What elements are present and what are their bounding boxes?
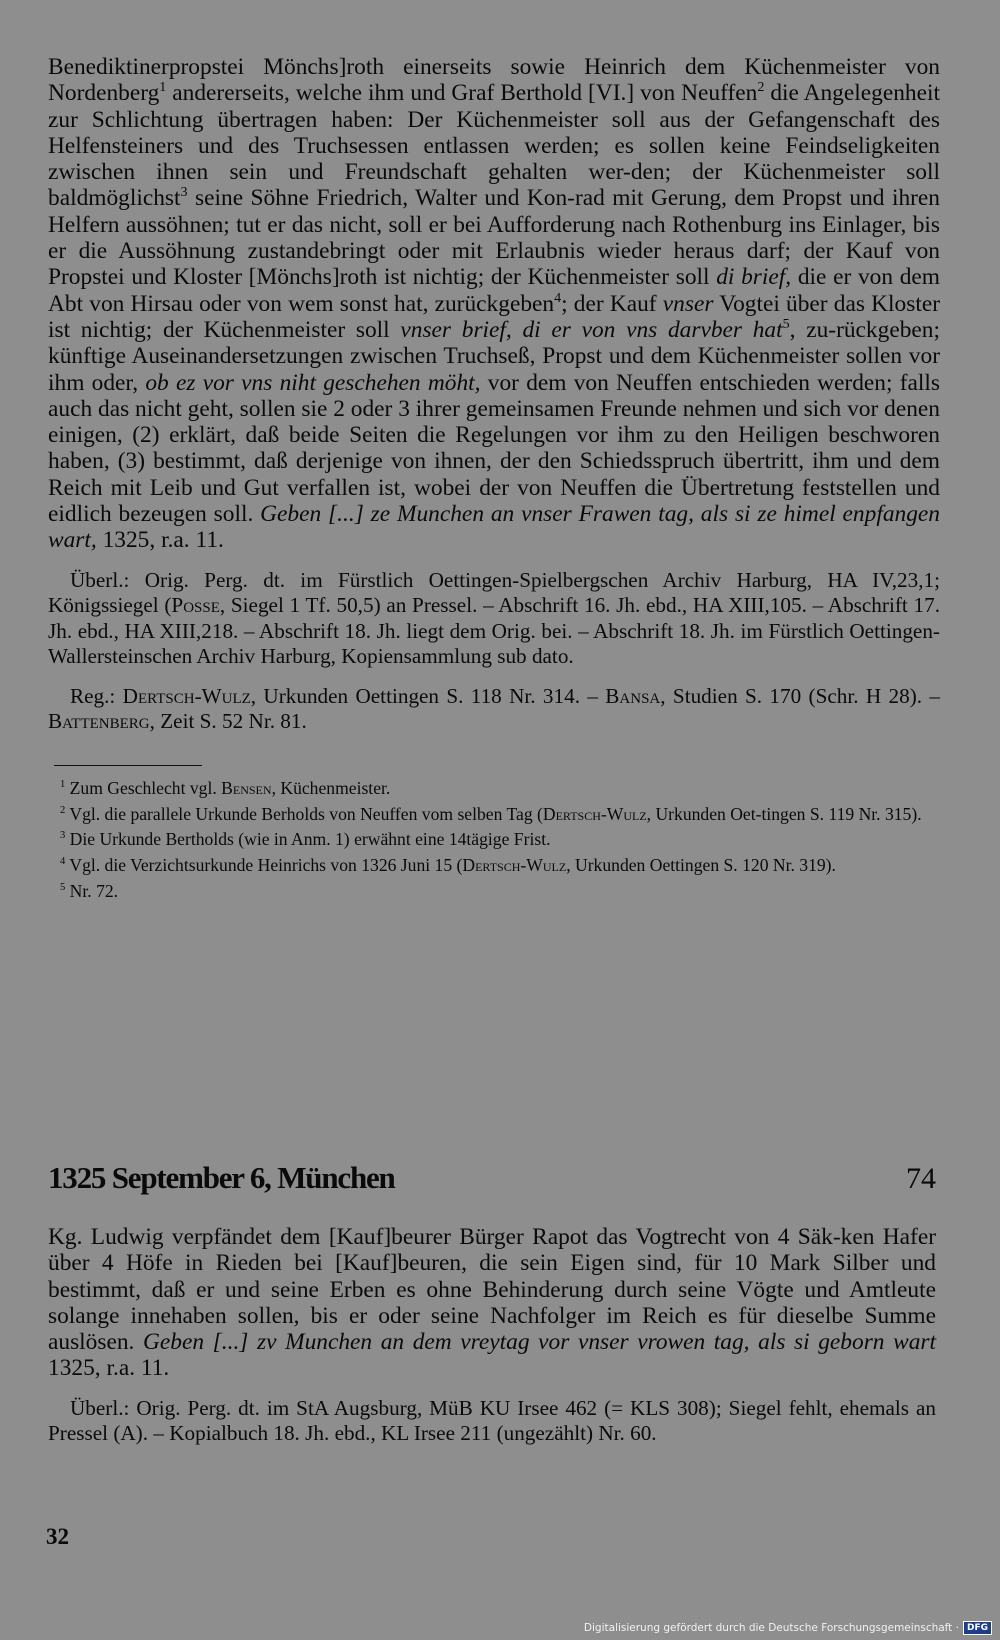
funding-text: Digitalisierung gefördert durch die Deutsche Forschungsgemeinschaft · [583,1622,959,1634]
regesten-segment: , Urkunden Oettingen S. 118 Nr. 314. – [250,683,606,708]
regest-segment: ; der Kauf [561,290,663,317]
quotation: ob ez vor vns niht geschehen möht, [145,369,481,396]
tradition-segment: Überl.: Orig. Perg. dt. im Fürstlich Oettingen-Spielbergschen Archiv Harburg, HA IV,23,1; Königssiegel ( [48,567,940,618]
funding-note [584,1621,992,1635]
footnote [48,853,940,879]
document-74-continued [48,54,940,905]
regest-segment: , zu-rückgeben; künftige Auseinandersetzungen zwischen Truchseß, Propst und dem Küchenmeister sollen vor ihm oder, [48,316,940,396]
regesten-segment: , Studien S. 170 (Schr. H 28). – [660,683,940,708]
regest-segment: Kg. Ludwig verpfändet dem [Kauf]beurer Bürger Rapot das Vogtrecht von 4 Säk-ken Hafer über 4 Höfe in Rieden bei [Kauf]beuren, die sein Eigen sind, für 10 Mark Silber und bestimmt, daß er und seine Erben es ohne Behinderung durch seine Vögte und Amtleute solange innehaben sollen, bis er oder seine Nachfolger im Reich es für dieselbe Summe auslösen. [48,1224,936,1356]
author-name: Posse [171,593,220,618]
quotation: vnser brief, di er von vns darvber hat [400,316,783,343]
footnote-number: 1 [60,778,66,790]
footnote [48,802,940,828]
regest-segment: 1325, r.a. 11. [48,1355,170,1382]
tradition-segment: , Siegel 1 Tf. 50,5) an Pressel. – Abschrift 16. Jh. ebd., HA XIII,105. – Abschrift 17. Jh. ebd., HA XIII,218. – Abschrift 18. Jh. liegt dem Orig. bei. – Abschrift 18. Jh. im Fürstlich Oettingen-Wallersteinschen Archiv Harburg, Kopiensammlung sub dato. [48,593,940,669]
footnote-text: Zum Geschlecht vgl. [65,777,222,798]
footnotes [48,776,940,906]
tradition-note [48,568,940,670]
footnote-text: , Küchenmeister. [271,777,391,798]
footnote-ref[interactable]: 2 [757,79,765,96]
regest-segment: andererseits, welche ihm und Graf Berthold [VI.] von Neuffen [166,80,758,107]
footnote [48,776,940,802]
regest-segment: Benediktinerpropstei Mönchs]roth einerseits sowie Heinrich dem Küchenmeister von Nordenberg [48,54,940,107]
author-name: Bansa [605,683,661,708]
author-name: Dertsch-Wulz [542,803,647,824]
footnote [48,879,940,905]
regesten-segment: , Zeit S. 52 Nr. 81. [149,709,307,734]
author-name: Battenberg [48,709,150,734]
regest-segment: die Angelegenheit zur Schlichtung übertragen haben: Der Küchenmeister soll aus der Gefangenschaft des Helfensteiners und des Truchsessen entlassen werden; es sollen keine Feindseligkeiten zwischen ihnen sein und Freundschaft gehalten wer-den; der Küchenmeister soll baldmöglichst [48,80,940,212]
footnote-ref[interactable]: 3 [180,184,188,201]
regest-segment: Vogtei über das Kloster ist nichtig; der Küchenmeister soll [48,290,940,343]
footnote-text: Vgl. die Verzichtsurkunde Heinrichs von 1326 Juni 15 ( [65,855,463,876]
dating-clause: Geben [...] ze Munchen an vnser Frawen tag, als si ze himel enpfangen wart, [48,501,940,554]
quotation: vnser [662,290,714,317]
footnote-divider [54,765,202,766]
author-name: Bensen [221,777,272,798]
regest-text [48,54,940,554]
regest-segment: 1325, r.a. 11. [96,527,224,554]
footnote-number: 5 [60,882,66,894]
author-name: Dertsch-Wulz [122,683,251,708]
regest-segment: seine Söhne Friedrich, Walter und Kon-rad mit Gerung, dem Propst und ihren Helfern aussöhnen; tut er das nicht, soll er bei Aufforderung nach Rothenburg ins Einlager, bis er die Aussöhnung zustandebringt oder mit Erlaubnis wieder heraus darf; der Kauf von Propstei und Kloster [Mönchs]roth ist nichtig; der Küchenmeister soll [48,185,940,291]
regest-segment: die er von dem Abt von Hirsau oder von wem sonst hat, zurückgeben [48,264,940,317]
footnote-text: , Urkunden Oettingen S. 120 Nr. 319). [566,855,836,876]
regesten-note [48,684,940,735]
footnote-number: 4 [60,856,66,868]
footnote-number: 2 [60,804,66,816]
page-number: 32 [46,1524,69,1549]
author-name: Dertsch-Wulz [462,855,567,876]
footnote-text: Die Urkunde Bertholds (wie in Anm. 1) erwähnt eine 14tägige Frist. [65,829,551,850]
footnote-text: Nr. 72. [65,881,119,902]
dfg-logo: DFG [963,1621,992,1635]
footnote-text: , Urkunden Oet-tingen S. 119 Nr. 315). [646,803,922,824]
dating-clause: Geben [...] zv Munchen an dem vreytag vor vnser vrowen tag, als si geborn wart [143,1329,936,1356]
footnote [48,827,940,853]
footnote-text: Vgl. die parallele Urkunde Berholds von Neuffen vom selben Tag ( [65,803,543,824]
document-number: 74 [906,1162,936,1195]
footnote-number: 3 [60,830,66,842]
regest-segment: vor dem von Neuffen entschieden werden; falls auch das nicht geht, sollen sie 2 oder 3 ihrer gemeinsamen Freunde nehmen und sich vor denen einigen, (2) erklärt, daß beide Seiten die Regelungen vor ihm zu den Heiligen beschworen haben, (3) bestimmt, daß derjenige von ihnen, der den Schiedsspruch übertritt, ihm und dem Reich mit Leib und Gut verfallen ist, wobei der von Neuffen die Übertretung feststellen und eidlich bezeugen soll. [48,369,941,528]
regest-text [48,1224,936,1382]
tradition-note: Überl.: Orig. Perg. dt. im StA Augsburg, MüB KU Irsee 462 (= KLS 308); Siegel fehlt, ehemals an Pressel (A). – Kopialbuch 18. Jh. ebd., KL Irsee 211 (ungezählt) Nr. 60. [48,1395,936,1446]
document-74 [48,1224,936,1447]
footnote-ref[interactable]: 5 [782,316,790,333]
footnote-ref[interactable]: 1 [159,79,167,96]
document-date-place: 1325 September 6, München [48,1160,395,1195]
footnote-ref[interactable]: 4 [554,289,562,306]
quotation: di brief, [716,264,792,291]
regesten-segment: Reg.: [70,683,123,708]
document-heading [48,1160,936,1196]
